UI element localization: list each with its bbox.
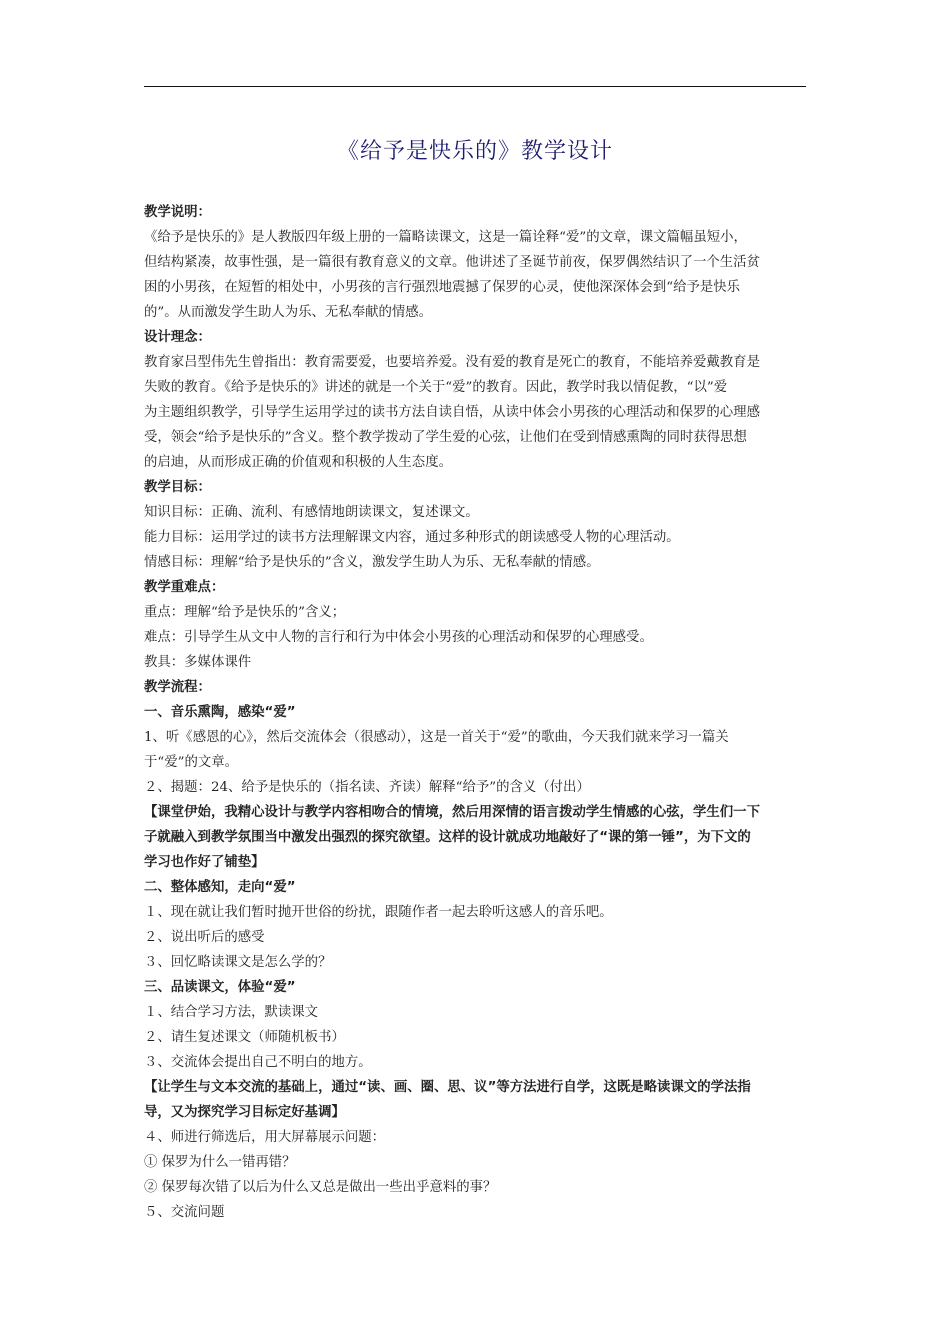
paragraph-line: ２、揭题：24、给予是快乐的（指名读、齐读）解释“给予”的含义（付出） [144,780,590,795]
paragraph-line: 的”。从而激发学生助人为乐、无私奉献的情感。 [144,305,433,320]
paragraph-line: 教育家吕型伟先生曾指出：教育需要爱，也要培养爱。没有爱的教育是死亡的教育，不能培养爱戴教育是 [144,355,760,370]
paragraph-line: ４、师进行筛选后，用大屏幕展示问题： [144,1130,386,1145]
bold-paragraph-line: 教学重难点： [144,580,225,595]
paragraph-line: 《给予是快乐的》是人教版四年级上册的一篇略读课文，这是一篇诠释“爱”的文章，课文篇幅虽短小， [144,230,747,245]
paragraph-line: ２、说出听后的感受 [144,930,265,945]
bold-paragraph-line: 教学流程： [144,680,211,695]
bold-paragraph-line: 教学说明： [144,205,211,220]
paragraph-line: 难点：引导学生从文中人物的言行和行为中体会小男孩的心理活动和保罗的心理感受。 [144,630,653,645]
paragraph-line: １、现在就让我们暂时抛开世俗的纷扰，跟随作者一起去聆听这感人的音乐吧。 [144,905,613,920]
paragraph-line: 教具：多媒体课件 [144,655,252,670]
bold-paragraph-line: 导，又为探究学习目标定好基调】 [144,1105,345,1120]
paragraph-line: 情感目标：理解“给予是快乐的”含义，激发学生助人为乐、无私奉献的情感。 [144,555,600,570]
paragraph-line: 受，领会“给予是快乐的”含义。整个教学拨动了学生爱的心弦，让他们在受到情感熏陶的同时获得思想 [144,430,747,445]
bold-paragraph-line: 二、整体感知，走向“爱” [144,880,296,895]
bold-paragraph-line: 子就融入到教学氛围当中激发出强烈的探究欲望。这样的设计就成功地敲好了“课的第一锤”，为下文的 [144,830,751,845]
paragraph-line: 为主题组织教学，引导学生运用学过的读书方法自读自悟，从读中体会小男孩的心理活动和保罗的心理感 [144,405,760,420]
paragraph-line: 的启迪，从而形成正确的价值观和积极的人生态度。 [144,455,452,470]
paragraph-line: 于“爱”的文章。 [144,755,239,770]
paragraph-line: 但结构紧凑，故事性强，是一篇很有教育意义的文章。他讲述了圣诞节前夜，保罗偶然结识了一个生活贫 [144,255,760,270]
paragraph-line: ５、交流问题 [144,1205,225,1220]
paragraph-line: ２、请生复述课文（师随机板书） [144,1030,345,1045]
paragraph-line: 1、听《感恩的心》，然后交流体会（很感动），这是一首关于“爱”的歌曲，今天我们就来学习一篇关 [144,730,729,745]
paragraph-line: 知识目标：正确、流利、有感情地朗读课文，复述课文。 [144,505,479,520]
header-rule [144,86,806,87]
paragraph-line: 能力目标：运用学过的读书方法理解课文内容，通过多种形式的朗读感受人物的心理活动。 [144,530,680,545]
paragraph-line: 困的小男孩，在短暂的相处中，小男孩的言行强烈地震撼了保罗的心灵，使他深深体会到“给予是快乐 [144,280,741,295]
bold-paragraph-line: 学习也作好了铺垫】 [144,855,265,870]
document-title: 《给予是快乐的》教学设计 [336,139,613,164]
document-body [144,200,806,1225]
paragraph-line: 失败的教育。《给予是快乐的》讲述的就是一个关于“爱”的教育。因此，教学时我以情促教，“以”爱 [144,380,728,395]
paragraph-line: ３、交流体会提出自己不明白的地方。 [144,1055,372,1070]
bold-paragraph-line: 【课堂伊始，我精心设计与教学内容相吻合的情境，然后用深情的语言拨动学生情感的心弦，学生们一下 [144,805,760,820]
paragraph-line: ② 保罗每次错了以后为什么又总是做出一些出乎意料的事？ [144,1180,497,1195]
paragraph-line: ① 保罗为什么一错再错？ [144,1155,296,1170]
paragraph-line: １、结合学习方法，默读课文 [144,1005,319,1020]
bold-paragraph-line: 设计理念： [144,330,211,345]
paragraph-line: ３、回忆略读课文是怎么学的？ [144,955,332,970]
paragraph-line: 重点：理解“给予是快乐的”含义； [144,605,346,620]
bold-paragraph-line: 教学目标： [144,480,211,495]
bold-paragraph-line: 一、音乐熏陶，感染“爱” [144,705,296,720]
bold-paragraph-line: 【让学生与文本交流的基础上，通过“读、画、圈、思、议”等方法进行自学，这既是略读课文的学法指 [144,1080,751,1095]
bold-paragraph-line: 三、品读课文，体验“爱” [144,980,296,995]
